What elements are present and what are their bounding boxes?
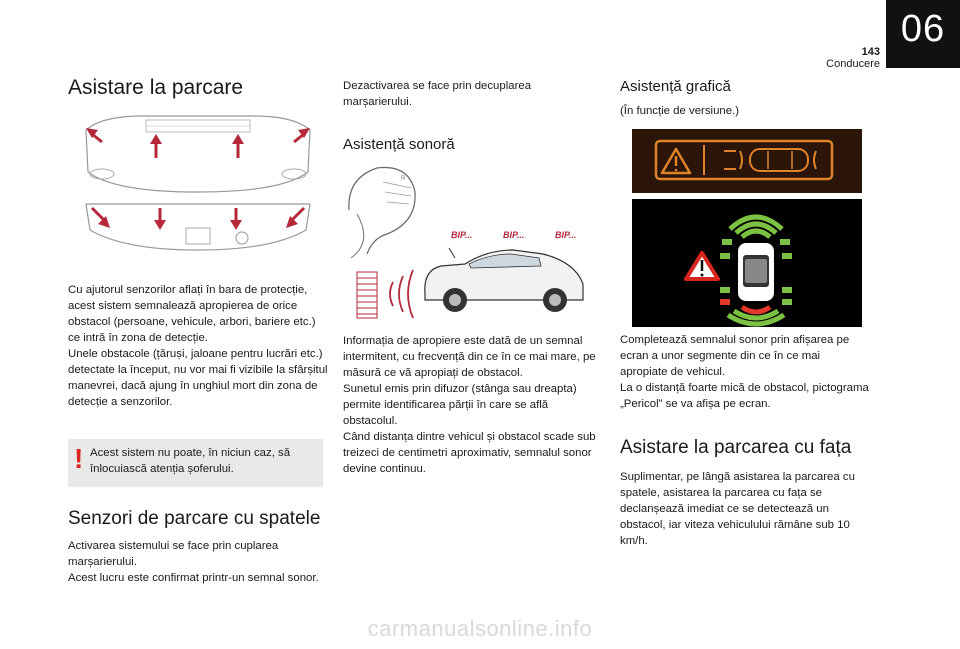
chapter-number: 06 [900,8,946,50]
paragraph: Sunetul emis prin difuzor (stânga sau dreapta) permite identificarea părții în care se află obstacolul. [343,383,577,427]
bip-label: BIP... [451,230,473,240]
warning-text: Acest sistem nu poate, în niciun caz, să înlocuiască atenția șoferului. [90,447,291,475]
page-number: 143 [861,46,880,58]
section-title-rear: Senzori de parcare cu spatele [68,508,321,529]
chapter-tab [886,0,960,68]
rear-sensors-text [68,538,328,586]
paragraph: Unele obstacole (țăruși, jaloane pentru lucrări etc.) detectate la început, nu vor mai fi vizibile la sfârșitul manevrei, dacă ajung în unghiul mort din zona de detecție a senzorilor. [68,348,328,408]
bip-label: BIP... [555,230,577,240]
paragraph: Acest lucru este confirmat printr-un semnal sonor. [68,572,319,584]
graphic-assist-text [620,332,870,412]
front-assist-text [620,469,870,549]
warning-icon: ! [74,443,84,474]
section-name: Conducere [826,58,880,70]
paragraph: La o distanță foarte mică de obstacol, pictograma „Pericol” se va afișa pe ecran. [620,382,869,410]
intro-text [68,282,328,410]
main-title: Asistare la parcare [68,76,244,99]
warning-note [68,439,323,487]
paragraph: Completează semnalul sonor prin afișarea pe ecran a unor segmente din ce în ce mai apropiate de vehicul. [620,334,850,378]
graphic-assist-title: Asistență grafică [620,78,731,95]
paragraph: Când distanța dintre vehicul și obstacol scade sub treizeci de centimetri aproximativ, semnalul sonor devine continuu. [343,431,596,475]
paragraph: Activarea sistemului se face prin cuplarea marșarierului. [68,540,279,568]
paragraph: Suplimentar, pe lângă asistarea la parcarea cu spatele, asistarea la parcarea cu fața se declanșează imediat ce se detectează un obstacol, iar viteza vehiculului rămâne sub 10 km/h. [620,471,855,547]
deactivation-text: Dezactivarea se face prin decuplarea marșarierului. [343,80,532,108]
parking-screen-display [632,199,862,327]
bip-label: BIP... [503,230,525,240]
svg-text:R: R [401,176,406,182]
section-title-front: Asistare la parcarea cu fața [620,437,852,458]
danger-banner [632,129,862,193]
parking-sensors-illustration [82,112,314,260]
audio-assist-illustration [343,162,598,320]
watermark: carmanualsonline.info [367,616,593,641]
paragraph: Informația de apropiere este dată de un semnal intermitent, cu frecvență din ce în ce mai mare, pe măsură ce vă apropiați de obstacol. [343,335,596,379]
paragraph: Cu ajutorul senzorilor aflați în bara de protecție, acest sistem semnalează apropierea de orice obstacol (persoane, vehicule, arbori, bariere etc.) ce intră în zona de detecție. [68,284,316,344]
graphic-assist-subtitle: (În funcție de versiune.) [620,105,740,117]
audio-assist-title: Asistență sonoră [343,136,455,153]
audio-assist-text [343,333,603,477]
